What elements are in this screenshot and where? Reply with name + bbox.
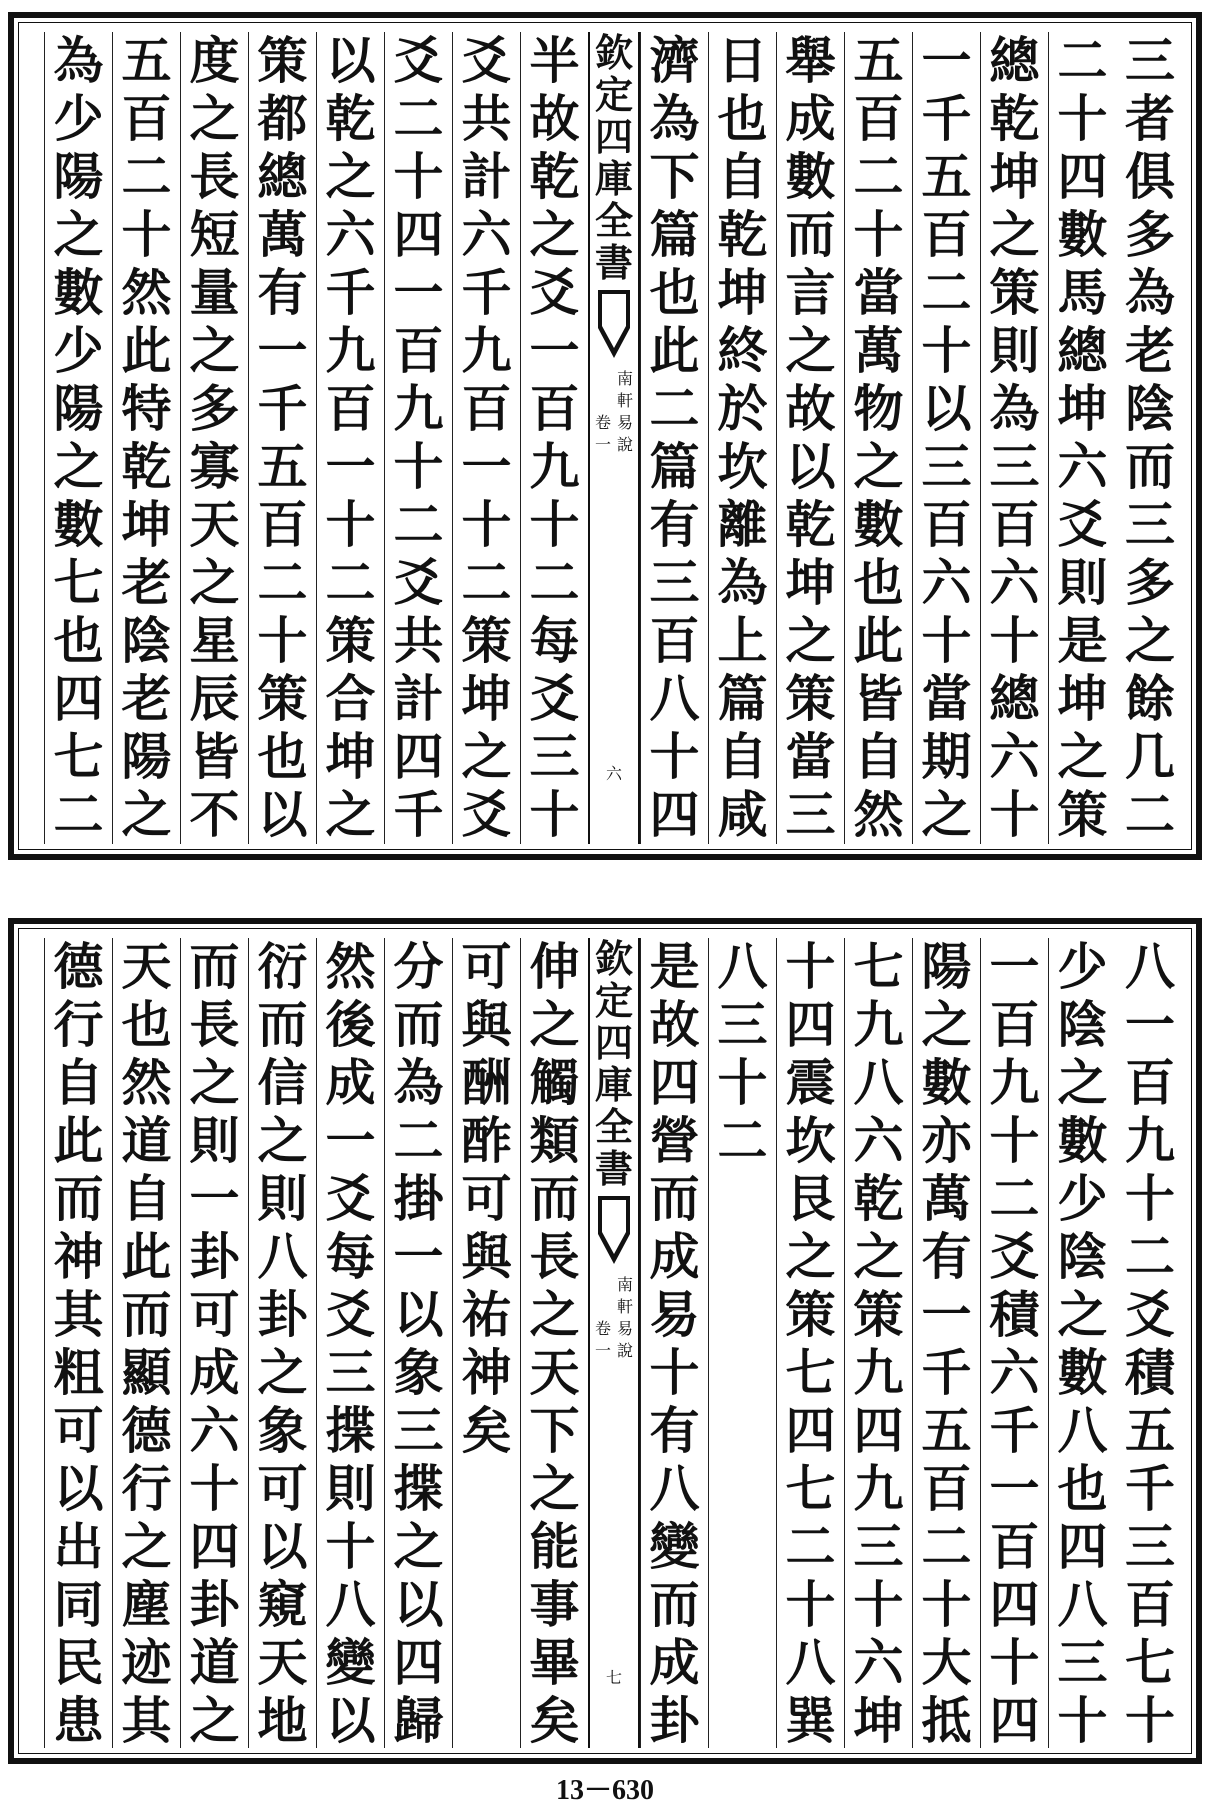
center-margin-column (588, 32, 640, 844)
column-text: 度 之 長 短 量 之 多 寡 天 之 星 辰 皆 不 (189, 32, 240, 844)
text-column (708, 938, 776, 1748)
column-text: 七 九 八 六 乾 之 策 九 四 九 三 十 六 坤 (853, 938, 904, 1748)
collection-title-char: 全 (594, 1104, 633, 1149)
volume-label: 卷 一 (594, 1319, 611, 1360)
text-column (384, 938, 452, 1748)
column-text: 少 陰 之 數 少 陰 之 數 八 也 四 八 三 十 (1057, 938, 1108, 1748)
collection-title-char: 定 (594, 978, 633, 1023)
collection-title-char: 書 (594, 1146, 633, 1191)
text-column (520, 938, 588, 1748)
collection-title-char: 庫 (594, 1062, 633, 1107)
collection-title-char: 書 (594, 240, 633, 285)
text-column (180, 938, 248, 1748)
text-column (180, 32, 248, 844)
text-column (316, 32, 384, 844)
fish-tail-ornament (596, 288, 632, 360)
text-column (316, 938, 384, 1748)
column-text: 五 百 二 十 當 萬 物 之 數 也 此 皆 自 然 (853, 32, 904, 844)
column-text: 一 百 九 十 二 爻 積 六 千 一 百 四 十 四 (989, 938, 1040, 1748)
column-text: 舉 成 數 而 言 之 故 以 乾 坤 之 策 當 三 (785, 32, 836, 844)
column-text: 總 乾 坤 之 策 則 為 三 百 六 十 總 六 十 (989, 32, 1040, 844)
column-text: 五 百 二 十 然 此 特 乾 坤 老 陰 老 陽 之 (121, 32, 172, 844)
text-column (776, 938, 844, 1748)
top-page (8, 12, 1202, 860)
text-column (44, 938, 112, 1748)
text-column (1048, 938, 1116, 1748)
column-text: 德 行 自 此 而 神 其 粗 可 以 出 同 民 患 (53, 938, 104, 1748)
text-column (776, 32, 844, 844)
book-title: 南 軒 易 說 (616, 369, 633, 454)
column-text: 陽 之 數 亦 萬 有 一 千 五 百 二 十 大 抵 (921, 938, 972, 1748)
text-column (1116, 938, 1184, 1748)
text-column (248, 32, 316, 844)
text-column (520, 32, 588, 844)
bottom-page (8, 918, 1202, 1764)
column-text: 然 後 成 一 爻 每 爻 三 揲 則 十 八 變 以 (325, 938, 376, 1748)
text-column (112, 32, 180, 844)
text-column (640, 32, 708, 844)
column-text: 八 一 百 九 十 二 爻 積 五 千 三 百 七 十 (1125, 938, 1175, 1748)
text-column (640, 938, 708, 1748)
column-text: 十 四 震 坎 艮 之 策 七 四 七 二 十 八 巽 (785, 938, 836, 1748)
text-column (844, 938, 912, 1748)
collection-title-char: 四 (594, 1020, 633, 1065)
column-text: 一 千 五 百 二 十 以 三 百 六 十 當 期 之 (921, 32, 972, 844)
text-column (1048, 32, 1116, 844)
column-text: 八 三 十 二 (717, 938, 768, 1170)
book-title: 南 軒 易 說 (616, 1275, 633, 1360)
column-text: 策 都 總 萬 有 一 千 五 百 二 十 策 也 以 (257, 32, 308, 844)
column-text: 二 十 四 數 馬 總 坤 六 爻 則 是 坤 之 策 (1057, 32, 1108, 844)
column-text: 伸 之 觸 類 而 長 之 天 下 之 能 事 畢 矣 (529, 938, 580, 1748)
text-column (708, 32, 776, 844)
text-column (912, 32, 980, 844)
column-text: 爻 二 十 四 一 百 九 十 二 爻 共 計 四 千 (393, 32, 444, 844)
text-column (1116, 32, 1184, 844)
text-column (452, 938, 520, 1748)
column-text: 衍 而 信 之 則 八 卦 之 象 可 以 窺 天 地 (257, 938, 308, 1748)
column-text: 是 故 四 營 而 成 易 十 有 八 變 而 成 卦 (649, 938, 700, 1748)
column-text: 濟 為 下 篇 也 此 二 篇 有 三 百 八 十 四 (649, 32, 700, 844)
column-text: 為 少 陽 之 數 少 陽 之 數 七 也 四 七 二 (53, 32, 104, 844)
column-text: 日 也 自 乾 坤 終 於 坎 離 為 上 篇 自 咸 (717, 32, 768, 844)
fish-tail-ornament (596, 1194, 632, 1266)
text-column (980, 938, 1048, 1748)
text-column (980, 32, 1048, 844)
column-text: 可 與 酬 酢 可 與 祐 神 矣 (461, 938, 512, 1460)
page-footer-number: 13－630 (555, 1775, 654, 1806)
column-text: 而 長 之 則 一 卦 可 成 六 十 四 卦 道 之 (189, 938, 240, 1748)
collection-title-char: 欽 (594, 30, 633, 75)
collection-title-char: 欽 (594, 936, 633, 981)
volume-label: 卷 一 (594, 413, 611, 454)
column-text: 爻 共 計 六 千 九 百 一 十 二 策 坤 之 爻 (461, 32, 512, 844)
column-text: 分 而 為 二 掛 一 以 象 三 揲 之 以 四 歸 (393, 938, 444, 1748)
column-text: 天 也 然 道 自 此 而 顯 德 行 之 塵 迹 其 (121, 938, 172, 1748)
column-text: 三 者 俱 多 為 老 陰 而 三 多 之 餘 几 二 (1125, 32, 1175, 844)
text-column (248, 938, 316, 1748)
collection-title-char: 全 (594, 198, 633, 243)
leaf-number: 六 (605, 764, 622, 783)
text-column (912, 938, 980, 1748)
text-column (452, 32, 520, 844)
center-margin-column (588, 938, 640, 1748)
text-column (44, 32, 112, 844)
collection-title-char: 四 (594, 114, 633, 159)
collection-title-char: 庫 (594, 156, 633, 201)
text-column (384, 32, 452, 844)
leaf-number: 七 (605, 1668, 622, 1687)
text-column (112, 938, 180, 1748)
collection-title-char: 定 (594, 72, 633, 117)
column-text: 半 故 乾 之 爻 一 百 九 十 二 每 爻 三 十 (529, 32, 580, 844)
text-column (844, 32, 912, 844)
column-text: 以 乾 之 六 千 九 百 一 十 二 策 合 坤 之 (325, 32, 376, 844)
